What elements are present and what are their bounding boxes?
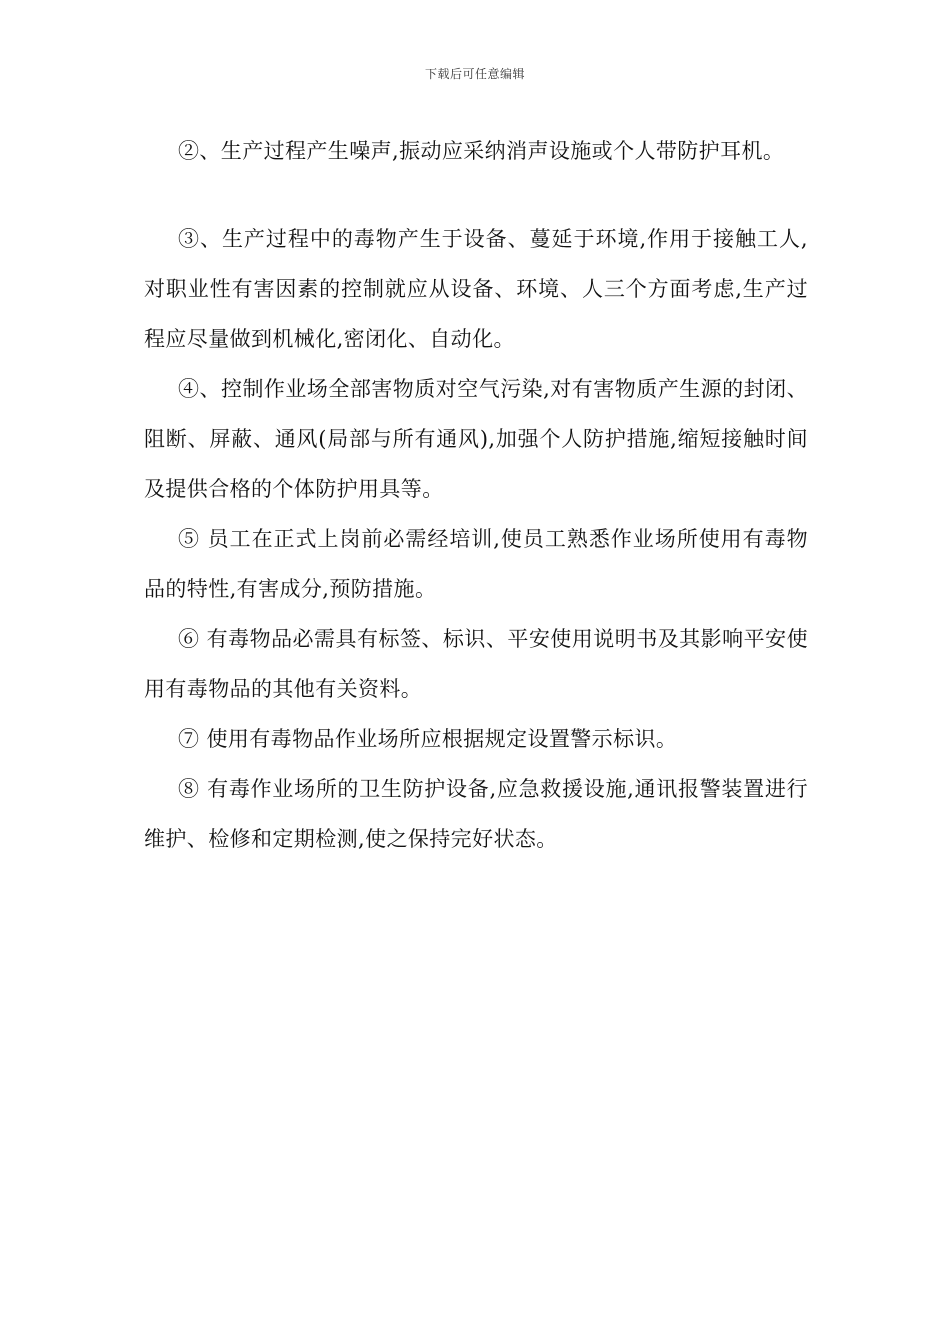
- paragraph-item-5: ⑤ 员工在正式上岗前必需经培训,使员工熟悉作业场所使用有毒物品的特性,有害成分,预防措施。: [144, 527, 808, 601]
- paragraph-item-3: ③、生产过程中的毒物产生于设备、蔓延于环境,作用于接触工人,对职业性有害因素的控制就应从设备、环境、人三个方面考虑,生产过程应尽量做到机械化,密闭化、自动化。: [144, 227, 808, 351]
- paragraph-item-4: ④、控制作业场全部害物质对空气污染,对有害物质产生源的封闭、阻断、屏蔽、通风(局部与所有通风),加强个人防护措施,缩短接触时间及提供合格的个体防护用具等。: [144, 377, 808, 501]
- document-body: [144, 126, 808, 864]
- paragraph-item-6: ⑥ 有毒物品必需具有标签、标识、平安使用说明书及其影响平安使用有毒物品的其他有关资料。: [144, 627, 808, 701]
- paragraph-item-2: ②、生产过程产生噪声,振动应采纳消声设施或个人带防护耳机。: [178, 139, 785, 163]
- header-note: 下载后可任意编辑: [424, 67, 525, 81]
- paragraph-item-7: ⑦ 使用有毒物品作业场所应根据规定设置警示标识。: [178, 727, 678, 751]
- paragraph-item-8: ⑧ 有毒作业场所的卫生防护设备,应急救援设施,通讯报警装置进行维护、检修和定期检测,使之保持完好状态。: [144, 777, 808, 851]
